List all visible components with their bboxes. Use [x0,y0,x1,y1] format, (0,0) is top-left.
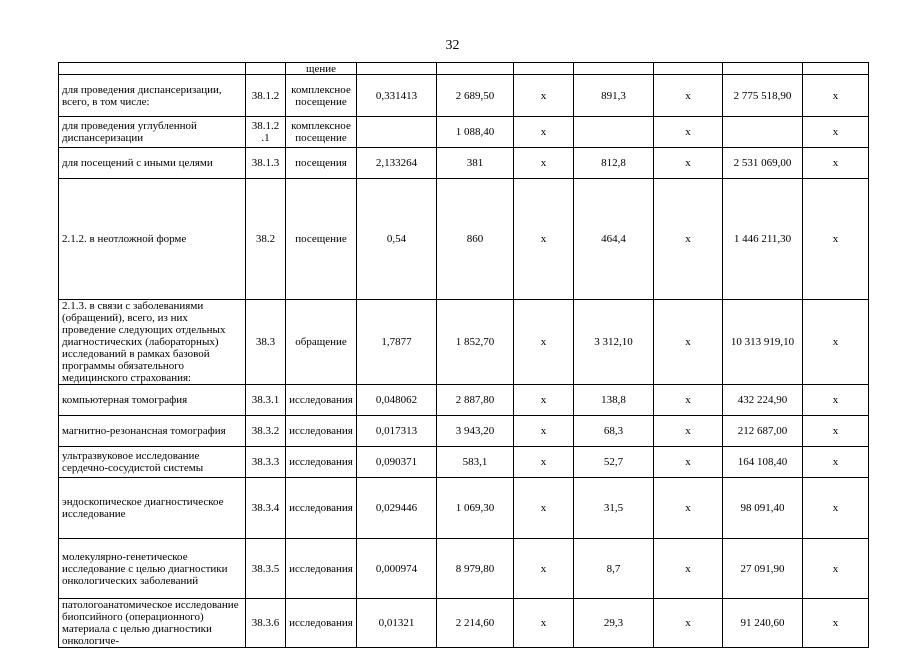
cell-value-7: х [803,75,869,117]
table-row [59,148,869,179]
cell-code: 38.3.4 [246,478,286,539]
cell-value-6: 10 313 919,10 [723,300,803,385]
cell-value-3: х [514,75,574,117]
cell-empty [654,63,723,75]
cell-name: магнитно-резонансная томография [59,416,246,447]
cell-unit: исследования [286,385,357,416]
cell-value-3: х [514,539,574,599]
cell-name: для проведения углубленной диспансеризации [59,117,246,148]
cell-code: 38.3 [246,300,286,385]
cell-value-5: х [654,117,723,148]
cell-value-2: 860 [437,179,514,300]
cell-value-2: 381 [437,148,514,179]
cell-value-5: х [654,416,723,447]
cell-value-1: 0,000974 [357,539,437,599]
cell-value-3: х [514,148,574,179]
cell-name: для проведения диспансеризации, всего, в том числе: [59,75,246,117]
cell-value-5: х [654,179,723,300]
cell-value-7: х [803,447,869,478]
cell-name: 2.1.3. в связи с заболеваниями (обращений), всего, из них проведение следующих отдельных диагностических (лабораторных) исследований в рамках базовой программы обязательного медицинского страхования: [59,300,246,385]
cell-value-2: 2 887,80 [437,385,514,416]
cell-value-4: 464,4 [574,179,654,300]
cell-value-1: 0,331413 [357,75,437,117]
cell-value-1: 0,090371 [357,447,437,478]
cell-value-2: 3 943,20 [437,416,514,447]
cell-value-4: 68,3 [574,416,654,447]
cell-value-7: х [803,478,869,539]
cell-value-1: 0,017313 [357,416,437,447]
table-row [59,478,869,539]
cell-value-2: 1 852,70 [437,300,514,385]
cell-value-3: х [514,416,574,447]
cell-value-1: 0,048062 [357,385,437,416]
cell-unit: исследования [286,599,357,648]
table-row [59,300,869,385]
cell-value-2: 583,1 [437,447,514,478]
cell-unit: исследования [286,539,357,599]
cell-value-7: х [803,179,869,300]
cell-value-4: 31,5 [574,478,654,539]
table-row [59,599,869,648]
cell-value-2: 1 069,30 [437,478,514,539]
cell-value-1: 2,133264 [357,148,437,179]
cell-name: патологоанатомическое исследование биопсийного (операционного) материала с целью диагностики онкологиче- [59,599,246,648]
cell-code: 38.3.3 [246,447,286,478]
table-row [59,539,869,599]
cell-name: 2.1.2. в неотложной форме [59,179,246,300]
cell-name [59,63,246,75]
cell-value-1: 0,029446 [357,478,437,539]
cell-value-6 [723,117,803,148]
cell-value-6: 164 108,40 [723,447,803,478]
cell-value-6: 2 531 069,00 [723,148,803,179]
cell-value-1: 0,01321 [357,599,437,648]
data-table [58,62,869,648]
cell-empty [437,63,514,75]
cell-name: молекулярно-генетическое исследование с целью диагностики онкологических заболеваний [59,539,246,599]
cell-value-4: 138,8 [574,385,654,416]
cell-empty [357,63,437,75]
cell-unit: комплексное посещение [286,117,357,148]
cell-empty [574,63,654,75]
cell-value-6: 2 775 518,90 [723,75,803,117]
table-row [59,447,869,478]
cell-name: компьютерная томография [59,385,246,416]
cell-unit: исследования [286,478,357,539]
cell-unit: исследования [286,447,357,478]
table-row [59,75,869,117]
cell-value-2: 8 979,80 [437,539,514,599]
cell-empty [723,63,803,75]
cell-value-7: х [803,416,869,447]
cell-unit: исследования [286,416,357,447]
cell-code: 38.3.2 [246,416,286,447]
cell-value-2: 2 689,50 [437,75,514,117]
cell-value-3: х [514,447,574,478]
cell-value-1: 1,7877 [357,300,437,385]
table-row [59,416,869,447]
cell-code: 38.3.1 [246,385,286,416]
cell-code: 38.1.3 [246,148,286,179]
cell-code: 38.1.2 [246,75,286,117]
cell-unit: щение [286,63,357,75]
cell-value-4: 8,7 [574,539,654,599]
cell-value-7: х [803,148,869,179]
cell-code [246,63,286,75]
cell-value-7: х [803,300,869,385]
cell-value-4: 812,8 [574,148,654,179]
cell-code: 38.1.2 .1 [246,117,286,148]
cell-value-3: х [514,385,574,416]
cell-value-2: 2 214,60 [437,599,514,648]
cell-value-1: 0,54 [357,179,437,300]
cell-unit: посещение [286,179,357,300]
cell-code: 38.3.6 [246,599,286,648]
cell-code: 38.2 [246,179,286,300]
cell-value-5: х [654,599,723,648]
cell-value-7: х [803,385,869,416]
cell-value-5: х [654,300,723,385]
table-row [59,179,869,300]
cell-unit: обращение [286,300,357,385]
cell-value-3: х [514,117,574,148]
cell-value-7: х [803,599,869,648]
cell-value-3: х [514,300,574,385]
cell-value-4 [574,117,654,148]
cell-value-5: х [654,447,723,478]
cell-value-3: х [514,179,574,300]
cell-name: ультразвуковое исследование сердечно-сосудистой системы [59,447,246,478]
cell-unit: комплексное посещение [286,75,357,117]
cell-value-4: 52,7 [574,447,654,478]
page-number: 32 [445,38,460,53]
cell-value-5: х [654,478,723,539]
cell-code: 38.3.5 [246,539,286,599]
cell-value-3: х [514,599,574,648]
cell-empty [514,63,574,75]
cell-value-5: х [654,148,723,179]
cell-value-1 [357,117,437,148]
cell-unit: посещения [286,148,357,179]
table-row [59,385,869,416]
cell-value-2: 1 088,40 [437,117,514,148]
cell-value-4: 891,3 [574,75,654,117]
table-row-continuation [59,63,869,75]
cell-value-5: х [654,539,723,599]
cell-name: для посещений с иными целями [59,148,246,179]
cell-value-7: х [803,539,869,599]
cell-value-6: 432 224,90 [723,385,803,416]
cell-value-5: х [654,75,723,117]
table-body [59,63,869,648]
cell-empty [803,63,869,75]
cell-value-6: 1 446 211,30 [723,179,803,300]
cell-value-7: х [803,117,869,148]
cell-value-5: х [654,385,723,416]
cell-value-4: 29,3 [574,599,654,648]
cell-value-3: х [514,478,574,539]
cell-value-6: 27 091,90 [723,539,803,599]
cell-name: эндоскопическое диагностическое исследование [59,478,246,539]
table-row [59,117,869,148]
cell-value-4: 3 312,10 [574,300,654,385]
cell-value-6: 212 687,00 [723,416,803,447]
cell-value-6: 98 091,40 [723,478,803,539]
cell-value-6: 91 240,60 [723,599,803,648]
